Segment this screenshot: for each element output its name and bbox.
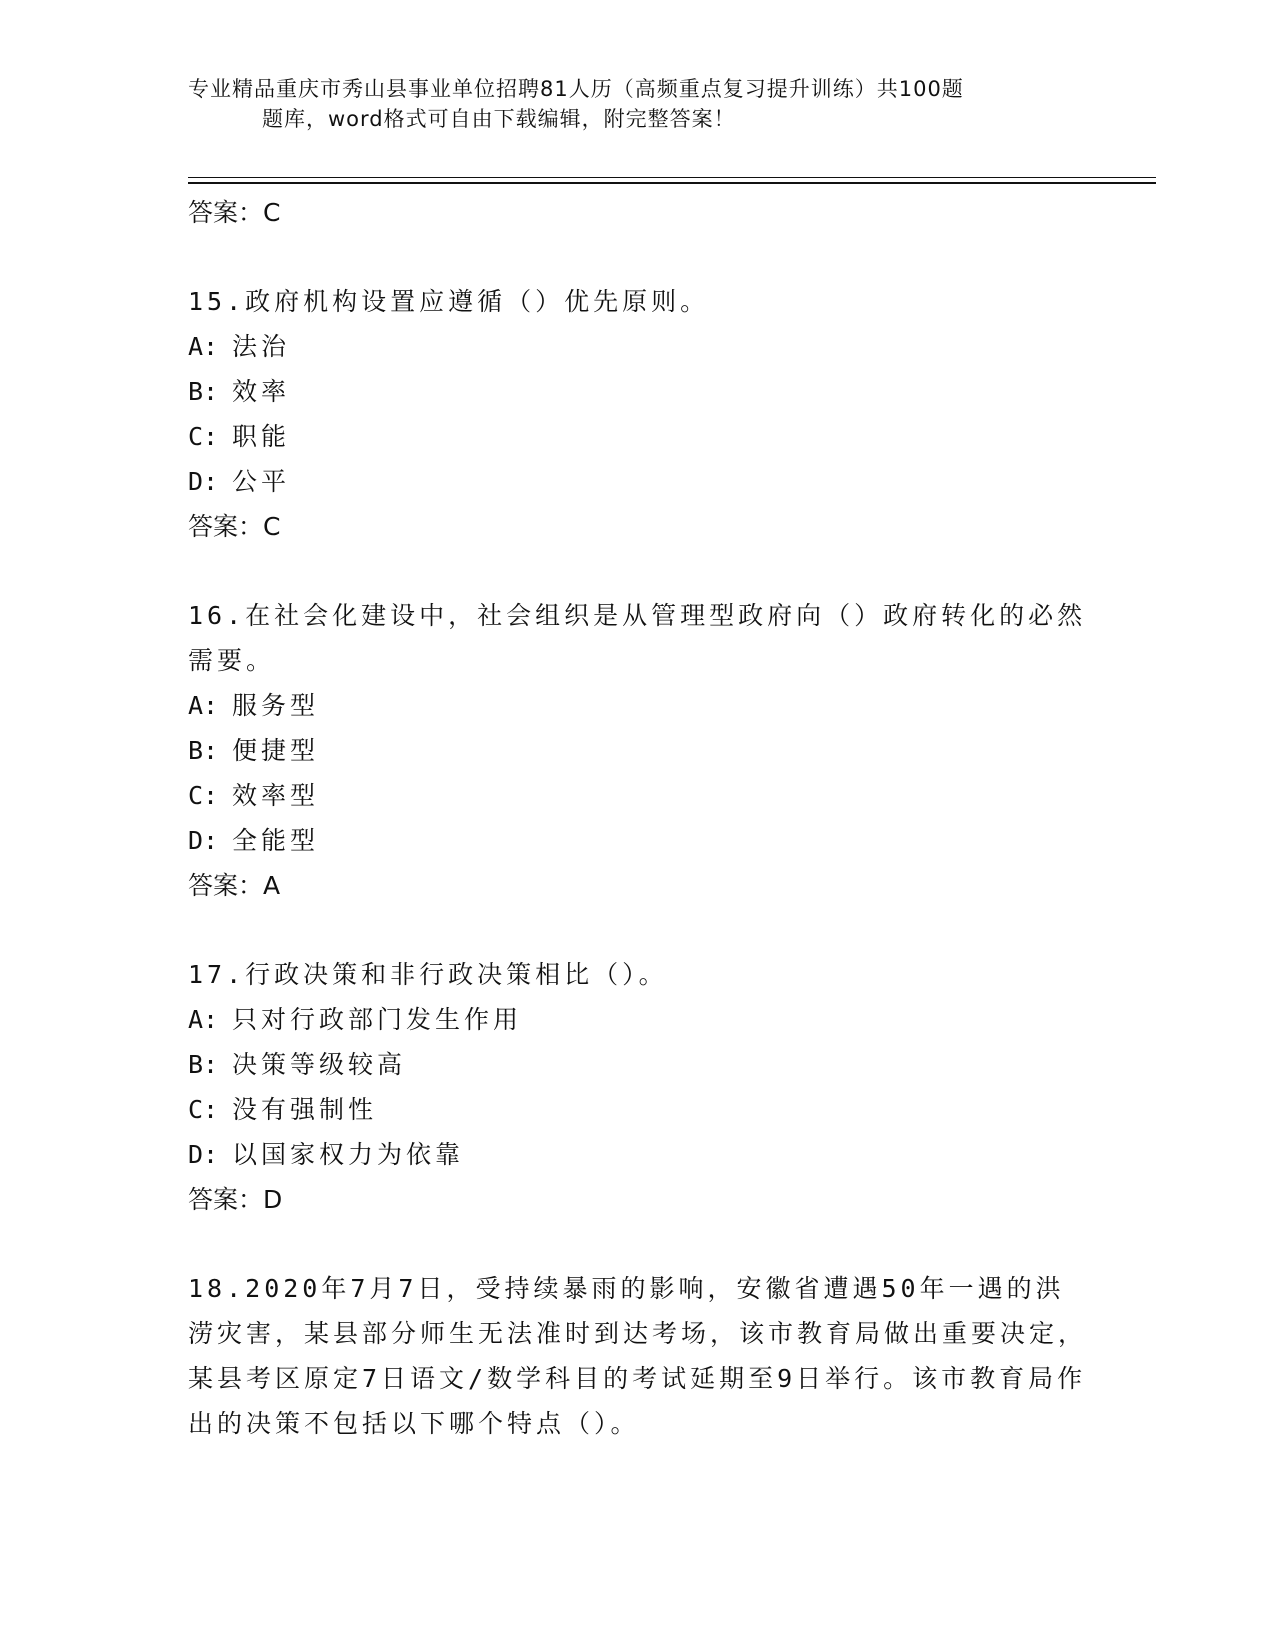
option-a bbox=[188, 997, 1088, 1042]
option-d bbox=[188, 818, 1088, 863]
option-text: 公平 bbox=[232, 467, 291, 496]
option-letter: C: bbox=[188, 422, 219, 451]
question-stem: 15.政府机构设置应遵循（）优先原则。 bbox=[188, 287, 710, 316]
option-text: 便捷型 bbox=[232, 736, 320, 765]
document-body bbox=[188, 190, 1088, 1446]
header-title-line-1: 专业精品重庆市秀山县事业单位招聘81人历（高频重点复习提升训练）共100题 bbox=[188, 77, 964, 101]
option-text: 全能型 bbox=[232, 826, 320, 855]
option-text: 以国家权力为依靠 bbox=[232, 1140, 465, 1169]
option-letter: A: bbox=[188, 691, 219, 720]
question-18 bbox=[188, 1266, 1088, 1446]
header-title-line-2: 题库，word格式可自由下载编辑，附完整答案！ bbox=[262, 107, 736, 131]
option-b bbox=[188, 369, 1088, 414]
answer-line: 答案：C bbox=[188, 198, 281, 227]
option-text: 效率 bbox=[232, 377, 291, 406]
header-rule-thick bbox=[188, 182, 1156, 184]
question-15 bbox=[188, 279, 1088, 549]
question-17 bbox=[188, 952, 1088, 1222]
page-header bbox=[188, 74, 1068, 134]
option-text: 决策等级较高 bbox=[232, 1050, 407, 1079]
answer-line: 答案：C bbox=[188, 512, 281, 541]
option-text: 服务型 bbox=[232, 691, 320, 720]
option-text: 效率型 bbox=[232, 781, 320, 810]
option-letter: C: bbox=[188, 1095, 219, 1124]
option-text: 没有强制性 bbox=[232, 1095, 378, 1124]
answer-line: 答案：D bbox=[188, 1185, 283, 1214]
option-b bbox=[188, 1042, 1088, 1087]
option-b bbox=[188, 728, 1088, 773]
question-stem: 18.2020年7月7日，受持续暴雨的影响，安徽省遭遇50年一遇的洪涝灾害，某县部分师生无法准时到达考场，该市教育局做出重要决定，某县考区原定7日语文/数学科目的考试延期至9日举行。该市教育局作出的决策不包括以下哪个特点（）。 bbox=[188, 1274, 1088, 1438]
option-letter: B: bbox=[188, 377, 219, 406]
option-text: 只对行政部门发生作用 bbox=[232, 1005, 523, 1034]
answer-line: 答案：A bbox=[188, 871, 281, 900]
option-letter: A: bbox=[188, 1005, 219, 1034]
header-rule-thin bbox=[188, 177, 1156, 178]
question-stem: 16.在社会化建设中，社会组织是从管理型政府向（）政府转化的必然需要。 bbox=[188, 601, 1087, 675]
option-letter: A: bbox=[188, 332, 219, 361]
question-stem: 17.行政决策和非行政决策相比（）。 bbox=[188, 960, 668, 989]
option-letter: D: bbox=[188, 467, 219, 496]
option-letter: D: bbox=[188, 1140, 219, 1169]
option-letter: B: bbox=[188, 736, 219, 765]
option-c bbox=[188, 1087, 1088, 1132]
option-letter: D: bbox=[188, 826, 219, 855]
option-c bbox=[188, 414, 1088, 459]
question-16 bbox=[188, 593, 1088, 908]
option-d bbox=[188, 1132, 1088, 1177]
option-d bbox=[188, 459, 1088, 504]
option-letter: B: bbox=[188, 1050, 219, 1079]
option-text: 法治 bbox=[232, 332, 291, 361]
option-a bbox=[188, 324, 1088, 369]
option-letter: C: bbox=[188, 781, 219, 810]
option-text: 职能 bbox=[232, 422, 291, 451]
option-c bbox=[188, 773, 1088, 818]
option-a bbox=[188, 683, 1088, 728]
